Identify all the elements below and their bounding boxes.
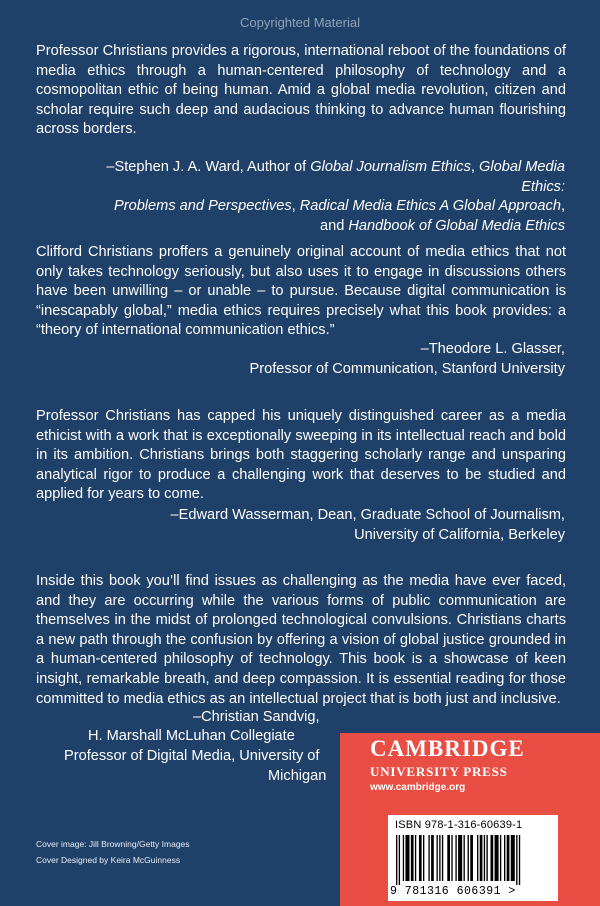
barcode-bar — [415, 835, 416, 881]
publisher-panel — [340, 733, 600, 906]
blurb-2-text: Clifford Christians proffers a genuinely original account of media ethics that not only takes technology seriously, but also uses it to engage in discussions others have been unwilling – or unable – to pursue. Because digital communication is “inescapably global,” media ethics requires precisely what this book provides: a “theory of international communication ethics.” — [36, 244, 566, 339]
barcode-bar — [477, 835, 478, 881]
barcode-icon — [396, 835, 550, 885]
barcode-bar — [491, 835, 494, 881]
blurb-1-attribution-line-3: and Handbook of Global Media Ethics — [319, 217, 565, 234]
cover-design-credit: Cover Designed by Keira McGuinness — [36, 855, 181, 865]
blurb-2-attribution-line-1: –Theodore L. Glasser, — [420, 341, 565, 357]
barcode-bar — [399, 835, 400, 885]
barcode-bar — [423, 835, 424, 881]
blurb-3-text: Professor Christians has capped his uniquely distinguished career as a media ethicist with a work that is exceptionally sweeping in its intellectual reach and bold in its ambition. Christians brings both staggering scholarly range and unsparing analytical rigor to produce a challenging work that deserves to be studied and applied for years to come. — [36, 408, 566, 503]
barcode-bar — [428, 835, 429, 881]
barcode-bar — [480, 835, 483, 881]
blurb-4-attribution-line-2: H. Marshall McLuhan Collegiate — [88, 728, 295, 744]
barcode-bar — [439, 835, 440, 881]
barcode-digits: 9 781316 606391 > — [390, 885, 516, 898]
barcode-bar — [458, 835, 462, 881]
barcode-bar — [464, 835, 465, 881]
barcode-bar — [504, 835, 505, 881]
barcode-bar — [451, 835, 452, 881]
isbn-label: ISBN 978-1-316-60639-1 — [395, 819, 523, 831]
barcode-bar — [442, 835, 443, 881]
barcode-box — [388, 815, 558, 901]
barcode-bar — [396, 835, 397, 885]
blurb-4-attribution-line-4: Michigan — [268, 768, 327, 784]
copyright-watermark: Copyrighted Material — [240, 15, 360, 30]
blurb-1-attribution-line-1: –Stephen J. A. Ward, Author of Global Journalism Ethics, Global Media Ethics: — [106, 159, 565, 195]
barcode-bar — [507, 835, 510, 881]
barcode-bar — [495, 835, 499, 881]
barcode-bar — [419, 835, 422, 881]
barcode-bar — [405, 835, 409, 881]
barcode-bar — [455, 835, 456, 881]
barcode-bar — [468, 835, 469, 881]
barcode-bar — [403, 835, 404, 881]
blurb-2-attribution-line-2: Professor of Communication, Stanford University — [249, 360, 565, 377]
barcode-bar — [500, 835, 501, 881]
publisher-name: CAMBRIDGE — [370, 736, 525, 761]
blurb-3-attribution-line-2: University of California, Berkeley — [354, 526, 565, 543]
cover-credits — [36, 836, 190, 868]
barcode-bar — [411, 835, 414, 881]
blurb-4-text: Inside this book you’ll find issues as challenging as the media have ever faced, and they are occurring while the various forms of public communication are themselves in the midst of prolonged technological convulsions. Christians charts a new path through the confusion by offering a vision of global justice grounded in a human-centered philosophy of technology. This book is a showcase of keen insight, remarkable breath, and deep compassion. It is essential reading for those committed to media ethics as an intellectual project that is both just and inclusive. — [36, 573, 566, 707]
blurb-3-attribution-line-1: –Edward Wasserman, Dean, Graduate School of Journalism, — [170, 507, 565, 523]
barcode-bar — [437, 835, 438, 881]
barcode-bar — [447, 835, 450, 881]
barcode-bar — [470, 835, 473, 881]
barcode-bar — [519, 835, 520, 885]
publisher-url: www.cambridge.org — [370, 782, 466, 793]
barcode-bar — [484, 835, 485, 881]
barcode-bar — [431, 835, 434, 881]
barcode-bar — [486, 835, 487, 881]
blurb-4-attribution-line-1: –Christian Sandvig, — [193, 709, 320, 725]
blurb-2-attribution — [85, 340, 565, 379]
barcode-bar — [511, 835, 515, 881]
publisher-press: UNIVERSITY PRESS — [370, 764, 508, 779]
blurb-4-attribution-line-3: Professor of Digital Media, University of — [64, 748, 320, 764]
cover-image-credit: Cover image: Jill Browning/Getty Images — [36, 839, 190, 849]
blurb-3-attribution — [85, 506, 565, 545]
blurb-1-attribution-line-2: Problems and Perspectives, Radical Media Ethics A Global Approach, — [113, 198, 565, 215]
blurb-1-attribution — [85, 158, 565, 236]
barcode-bar — [516, 835, 517, 885]
blurb-1-text: Professor Christians provides a rigorous, international reboot of the foundations of media ethics through a human-centered philosophy of technology and a cosmopolitan ethic of being human. Amid a global media revolution, citizen and scholar require such deep and audacious thinking to advance human flourishing across borders. — [36, 43, 566, 138]
